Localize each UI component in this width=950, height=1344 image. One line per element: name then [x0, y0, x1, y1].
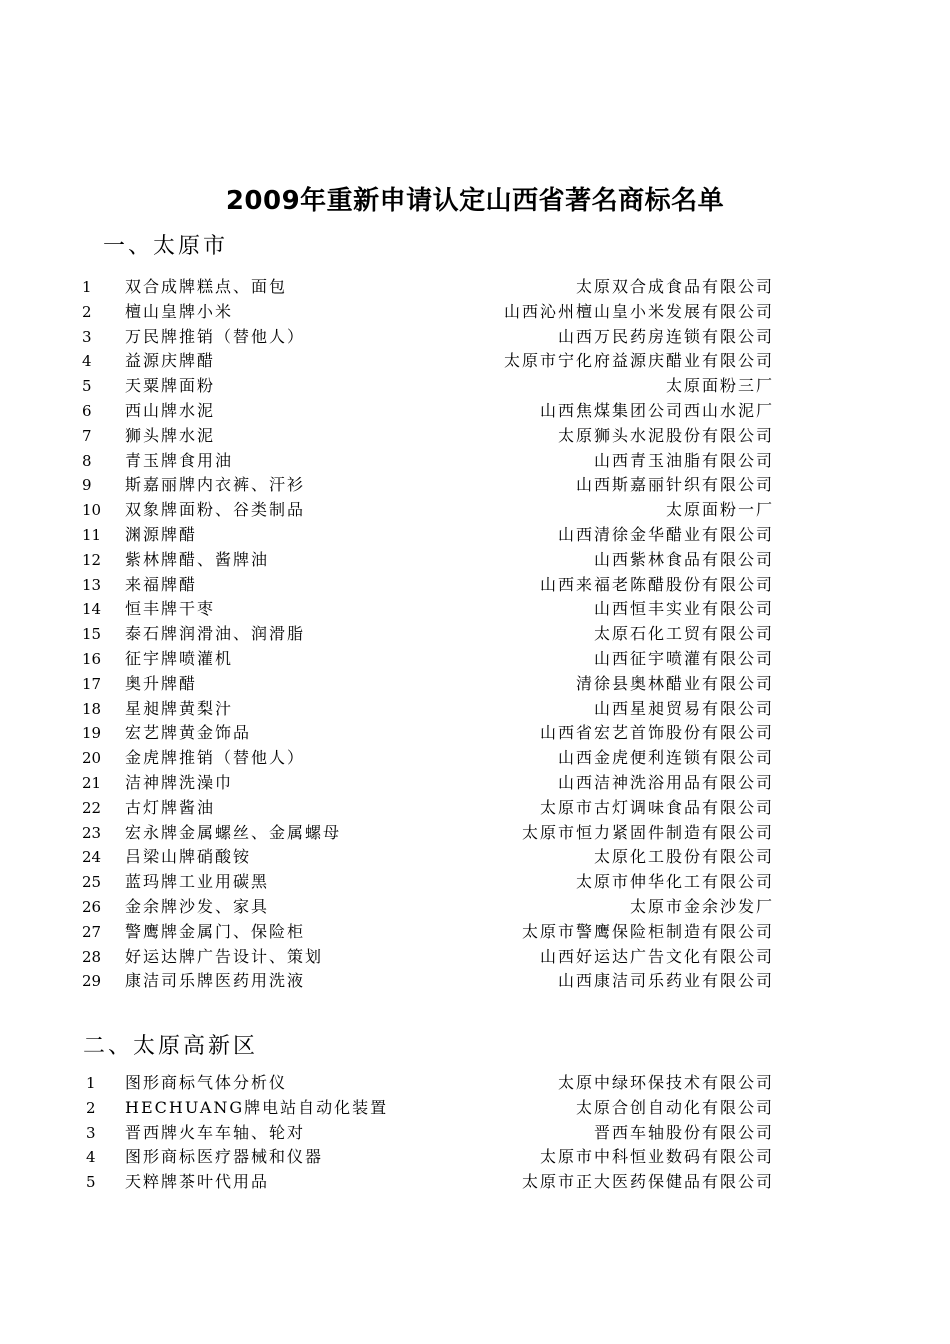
list-item — [0, 870, 950, 895]
item-product: 檀山皇牌小米 — [125, 301, 234, 321]
list-item — [0, 424, 950, 449]
list-item — [0, 374, 950, 399]
item-number: 23 — [82, 823, 102, 842]
item-company: 太原市古灯调味食品有限公司 — [539, 797, 774, 817]
item-company: 太原市正大医药保健品有限公司 — [521, 1172, 774, 1192]
list-item — [0, 821, 950, 846]
list-item — [0, 548, 950, 573]
item-number: 19 — [82, 724, 102, 743]
item-company: 太原市宁化府益源庆醋业有限公司 — [503, 351, 774, 371]
item-company: 太原化工股份有限公司 — [593, 847, 774, 867]
list-item — [0, 399, 950, 424]
item-number: 4 — [86, 1148, 96, 1167]
item-company: 山西省宏艺首饰股份有限公司 — [539, 723, 774, 743]
item-number: 24 — [82, 848, 102, 867]
list-item — [0, 746, 950, 771]
item-company: 山西康洁司乐药业有限公司 — [557, 971, 774, 991]
item-company: 山西紫林食品有限公司 — [593, 549, 774, 569]
item-number: 26 — [82, 897, 102, 916]
item-number: 21 — [82, 773, 102, 792]
item-company: 山西焦煤集团公司西山水泥厂 — [539, 400, 774, 420]
item-company: 山西恒丰实业有限公司 — [593, 599, 774, 619]
item-company: 山西星昶贸易有限公司 — [593, 698, 774, 718]
item-product: 西山牌水泥 — [125, 400, 216, 420]
list-item — [0, 1096, 950, 1121]
item-number: 11 — [82, 525, 102, 544]
item-company: 山西万民药房连锁有限公司 — [557, 326, 774, 346]
list-item — [0, 473, 950, 498]
item-company: 太原合创自动化有限公司 — [575, 1097, 774, 1117]
item-product: 金余牌沙发、家具 — [125, 896, 270, 916]
item-product: 青玉牌食用油 — [125, 450, 234, 470]
item-product: 双合成牌糕点、面包 — [125, 277, 288, 296]
item-company: 太原面粉一厂 — [665, 500, 774, 520]
item-product: 渊源牌醋 — [125, 524, 198, 544]
item-product: 奥升牌醋 — [125, 673, 198, 693]
item-product: 征宇牌喷灌机 — [125, 648, 234, 668]
item-number: 9 — [82, 476, 92, 495]
list-item — [0, 969, 950, 994]
item-product: 宏艺牌黄金饰品 — [125, 723, 252, 743]
list-item — [0, 622, 950, 647]
list-item — [0, 845, 950, 870]
list-item — [0, 1071, 950, 1096]
item-company: 山西征宇喷灌有限公司 — [593, 648, 774, 668]
item-number: 6 — [82, 401, 92, 420]
list-item — [0, 275, 950, 300]
item-number: 1 — [86, 1074, 96, 1092]
section-heading-taiyuan-hi-tech-zone: 二、太原高新区 — [83, 1034, 259, 1059]
item-number: 13 — [82, 575, 102, 594]
item-product: 图形商标医疗器械和仪器 — [125, 1147, 324, 1167]
item-company: 山西沁州檀山皇小米发展有限公司 — [503, 301, 774, 321]
item-number: 15 — [82, 625, 102, 644]
item-company: 太原中绿环保技术有限公司 — [557, 1073, 774, 1092]
list-item — [0, 796, 950, 821]
item-product: 古灯牌酱油 — [125, 797, 216, 817]
item-company: 山西来福老陈醋股份有限公司 — [539, 574, 774, 594]
item-company: 山西洁神洗浴用品有限公司 — [557, 772, 774, 792]
item-number: 27 — [82, 922, 102, 941]
item-number: 25 — [82, 873, 102, 892]
item-product: 警鹰牌金属门、保险柜 — [125, 921, 306, 941]
list-item — [0, 1121, 950, 1146]
item-product: 天粹牌茶叶代用品 — [125, 1172, 270, 1192]
list-item — [0, 672, 950, 697]
item-product: 双象牌面粉、谷类制品 — [125, 500, 306, 520]
item-product: 晋西牌火车车轴、轮对 — [125, 1122, 306, 1142]
item-number: 10 — [82, 501, 102, 520]
list-item — [0, 721, 950, 746]
item-company: 太原市金余沙发厂 — [629, 896, 774, 916]
item-company: 晋西车轴股份有限公司 — [593, 1122, 774, 1142]
item-product: 洁神牌洗澡巾 — [125, 772, 234, 792]
list-item — [0, 771, 950, 796]
item-number: 17 — [82, 674, 102, 693]
item-product: 吕梁山牌硝酸铵 — [125, 847, 252, 867]
list-item — [0, 597, 950, 622]
list-item — [0, 325, 950, 350]
list-item — [0, 1170, 950, 1195]
item-number: 7 — [82, 426, 92, 445]
item-company: 太原市中科恒业数码有限公司 — [539, 1147, 774, 1167]
item-number: 28 — [82, 947, 102, 966]
item-number: 3 — [82, 327, 92, 346]
item-company: 太原市恒力紧固件制造有限公司 — [521, 822, 774, 842]
item-product: 益源庆牌醋 — [125, 351, 216, 371]
item-product: 金虎牌推销（替他人） — [125, 748, 306, 768]
list-item — [0, 300, 950, 325]
trademark-list-taiyuan-hi-tech-zone — [0, 1071, 950, 1195]
item-product: 恒丰牌干枣 — [125, 599, 216, 619]
item-product: 康洁司乐牌医药用洗液 — [125, 971, 306, 991]
list-item — [0, 349, 950, 374]
item-company: 山西青玉油脂有限公司 — [593, 450, 774, 470]
section-heading-taiyuan: 一、太原市 — [103, 234, 229, 259]
list-item — [0, 1145, 950, 1170]
item-company: 山西好运达广告文化有限公司 — [539, 946, 774, 966]
item-number: 20 — [82, 749, 102, 768]
list-item — [0, 573, 950, 598]
item-product: 好运达牌广告设计、策划 — [125, 946, 324, 966]
item-company: 太原石化工贸有限公司 — [593, 624, 774, 644]
item-product: HECHUANG牌电站自动化装置 — [125, 1097, 389, 1117]
trademark-list-taiyuan — [0, 275, 950, 994]
list-item — [0, 523, 950, 548]
list-item — [0, 920, 950, 945]
list-item — [0, 647, 950, 672]
item-company: 山西金虎便利连锁有限公司 — [557, 748, 774, 768]
item-company: 太原狮头水泥股份有限公司 — [557, 425, 774, 445]
list-item — [0, 945, 950, 970]
item-product: 万民牌推销（替他人） — [125, 326, 306, 346]
item-product: 图形商标气体分析仪 — [125, 1073, 288, 1092]
item-number: 12 — [82, 550, 102, 569]
item-company: 太原双合成食品有限公司 — [575, 277, 774, 296]
item-number: 16 — [82, 649, 102, 668]
list-item — [0, 697, 950, 722]
item-product: 泰石牌润滑油、润滑脂 — [125, 624, 306, 644]
item-company: 山西斯嘉丽针织有限公司 — [575, 475, 774, 495]
item-number: 22 — [82, 798, 102, 817]
item-company: 太原市伸华化工有限公司 — [575, 872, 774, 892]
list-item — [0, 895, 950, 920]
item-product: 斯嘉丽牌内衣裤、汗衫 — [125, 475, 306, 495]
item-company: 太原市警鹰保险柜制造有限公司 — [521, 921, 774, 941]
item-number: 1 — [82, 278, 92, 296]
list-item — [0, 498, 950, 523]
item-product: 宏永牌金属螺丝、金属螺母 — [125, 822, 342, 842]
item-product: 蓝玛牌工业用碳黑 — [125, 872, 270, 892]
item-number: 18 — [82, 699, 102, 718]
item-number: 5 — [82, 377, 92, 396]
item-number: 3 — [86, 1123, 96, 1142]
page-title: 2009年重新申请认定山西省著名商标名单 — [225, 186, 725, 216]
item-company: 山西清徐金华醋业有限公司 — [557, 524, 774, 544]
item-number: 5 — [86, 1173, 96, 1192]
item-number: 2 — [86, 1098, 96, 1117]
item-product: 狮头牌水泥 — [125, 425, 216, 445]
item-product: 星昶牌黄梨汁 — [125, 698, 234, 718]
item-number: 29 — [82, 972, 102, 991]
item-number: 8 — [82, 451, 92, 470]
list-item — [0, 449, 950, 474]
item-company: 清徐县奥林醋业有限公司 — [575, 673, 774, 693]
item-company: 太原面粉三厂 — [665, 376, 774, 396]
item-product: 紫林牌醋、酱牌油 — [125, 549, 270, 569]
item-product: 天粟牌面粉 — [125, 376, 216, 396]
item-number: 4 — [82, 352, 92, 371]
item-product: 来福牌醋 — [125, 574, 198, 594]
item-number: 2 — [82, 302, 92, 321]
item-number: 14 — [82, 600, 102, 619]
